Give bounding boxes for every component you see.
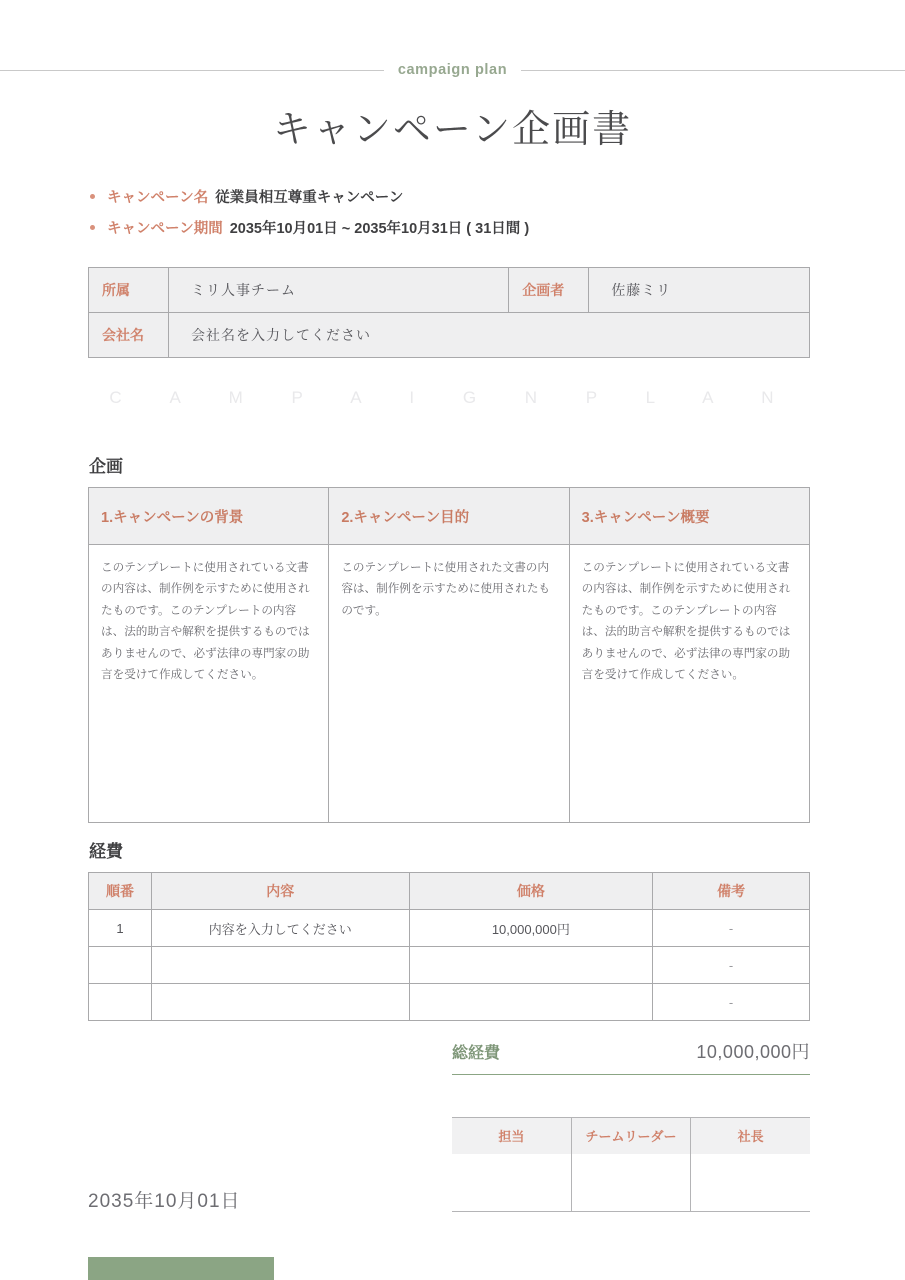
planner-value[interactable]: 佐藤ミリ <box>589 268 810 313</box>
plan-column-header-1: 1.キャンペーンの背景 <box>89 488 329 545</box>
signature-cell-team-leader[interactable] <box>571 1154 690 1212</box>
plan-column-header-3: 3.キャンペーン概要 <box>569 488 809 545</box>
bullet-dot-icon <box>90 225 95 230</box>
eyebrow-label: campaign plan <box>397 62 508 78</box>
campaign-info-table <box>88 267 810 358</box>
total-cost-value: 10,000,000円 <box>696 1042 810 1062</box>
plan-column-body-1[interactable]: このテンプレートに使用されている文書の内容は、制作例を示すために使用されたものです。このテンプレートの内容は、法的助言や解釈を提供するものではありませんので、必ず法律の専門家の助言を受けて作成してください。 <box>89 545 329 823</box>
cost-cell-price[interactable] <box>409 984 653 1021</box>
campaign-name-label: キャンペーン名 <box>107 190 209 206</box>
document-date: 2035年10月01日 <box>88 1191 241 1212</box>
cost-cell-note[interactable]: - <box>653 947 810 984</box>
planner-label: 企画者 <box>509 268 589 313</box>
signature-cell-staff[interactable] <box>452 1154 571 1212</box>
footer-accent-bar <box>88 1257 274 1280</box>
cost-header-note: 備考 <box>653 873 810 910</box>
company-value[interactable]: 会社名を入力してください <box>169 313 810 358</box>
table-header-row <box>89 873 810 910</box>
dept-label: 所属 <box>89 268 169 313</box>
signature-header-president: 社長 <box>691 1118 810 1154</box>
watermark-text: C A M P A I G N P L A N <box>109 388 796 407</box>
table-row <box>89 947 810 984</box>
cost-table <box>88 872 810 1021</box>
campaign-period-value: 2035年10月01日 ~ 2035年10月31日 ( 31日間 ) <box>229 221 530 237</box>
eyebrow-rule-right <box>521 70 905 71</box>
company-label: 会社名 <box>89 313 169 358</box>
cost-cell-no[interactable] <box>89 984 152 1021</box>
campaign-period-label: キャンペーン期間 <box>107 221 223 237</box>
cost-header-desc: 内容 <box>151 873 409 910</box>
signature-cell-president[interactable] <box>691 1154 810 1212</box>
cost-cell-note[interactable]: - <box>653 984 810 1021</box>
cost-header-no: 順番 <box>89 873 152 910</box>
dept-value[interactable]: ミリ人事チーム <box>169 268 509 313</box>
cost-cell-price[interactable] <box>409 947 653 984</box>
eyebrow-rule-left <box>0 70 384 71</box>
section-heading-cost: 経費 <box>89 842 123 861</box>
cost-cell-desc[interactable] <box>151 947 409 984</box>
cost-cell-desc[interactable] <box>151 984 409 1021</box>
plan-table <box>88 487 810 823</box>
meta-row-period <box>90 217 830 238</box>
table-header-row <box>452 1118 810 1154</box>
signature-header-staff: 担当 <box>452 1118 571 1154</box>
cost-cell-desc[interactable]: 内容を入力してください <box>151 910 409 947</box>
campaign-name-value: 従業員相互尊重キャンペーン <box>215 190 404 206</box>
signature-table <box>452 1117 810 1212</box>
plan-column-body-2[interactable]: このテンプレートに使用された文書の内容は、制作例を示すために使用されたものです。 <box>329 545 569 823</box>
total-cost-row <box>452 1038 810 1075</box>
cost-cell-no[interactable] <box>89 947 152 984</box>
table-header-row <box>89 488 810 545</box>
table-row <box>452 1154 810 1212</box>
campaign-meta-list <box>90 186 830 248</box>
header-eyebrow-row <box>0 62 905 78</box>
plan-column-header-2: 2.キャンペーン目的 <box>329 488 569 545</box>
signature-header-team-leader: チームリーダー <box>571 1118 690 1154</box>
table-row <box>89 313 810 358</box>
total-cost-label: 総経費 <box>452 1045 501 1062</box>
plan-column-body-3[interactable]: このテンプレートに使用されている文書の内容は、制作例を示すために使用されたものです。このテンプレートの内容は、法的助言や解釈を提供するものではありませんので、必ず法律の専門家の助言を受けて作成してください。 <box>569 545 809 823</box>
meta-row-name <box>90 186 830 207</box>
cost-cell-price[interactable]: 10,000,000円 <box>409 910 653 947</box>
table-row <box>89 984 810 1021</box>
table-row <box>89 910 810 947</box>
bullet-dot-icon <box>90 194 95 199</box>
table-row <box>89 545 810 823</box>
cost-cell-note[interactable]: - <box>653 910 810 947</box>
table-row <box>89 268 810 313</box>
section-heading-plan: 企画 <box>89 457 123 476</box>
cost-header-price: 価格 <box>409 873 653 910</box>
cost-cell-no[interactable]: 1 <box>89 910 152 947</box>
page-title: キャンペーン企画書 <box>272 109 633 151</box>
